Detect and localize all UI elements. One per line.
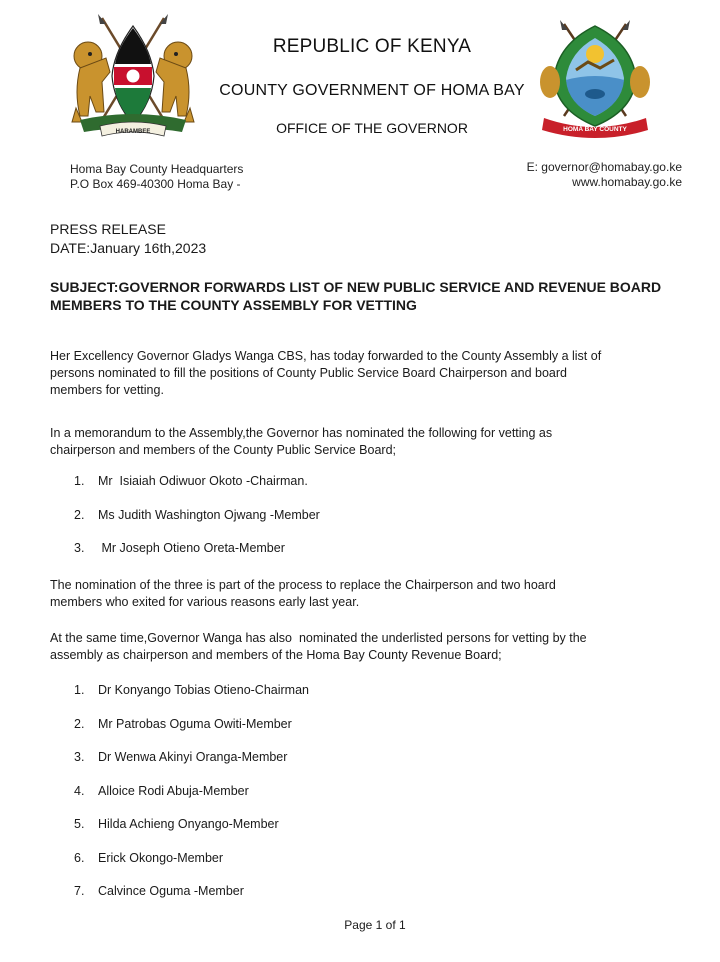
nominee-name: Ms Judith Washington Ojwang -Member [98, 507, 320, 522]
list-item [74, 884, 309, 918]
nominee-name: Mr Patrobas Oguma Owiti-Member [98, 716, 292, 731]
list-number: 4. [74, 783, 85, 798]
address-line: Homa Bay County Headquarters [70, 162, 244, 176]
list-item [74, 784, 309, 818]
list-item [74, 817, 309, 851]
list-item [74, 851, 309, 885]
text-line: Her Excellency Governor Gladys Wanga CBS, has today forwarded to the County Assembly a list of [50, 349, 602, 363]
list-item [74, 750, 309, 784]
nominee-name: Calvince Oguma -Member [98, 884, 244, 898]
paragraph-memorandum [50, 425, 690, 459]
email-address: E: governor@homabay.go.ke [526, 160, 682, 174]
subject-line: SUBJECT:GOVERNOR FORWARDS LIST OF NEW PUBLIC SERVICE AND REVENUE BOARD [50, 279, 662, 295]
list-item [74, 508, 320, 542]
office-heading: OFFICE OF THE GOVERNOR [276, 120, 468, 136]
republic-heading: REPUBLIC OF KENYA [272, 36, 472, 57]
nominee-name: Erick Okongo-Member [98, 850, 224, 865]
nominee-name: Hilda Achieng Onyango-Member [98, 817, 279, 831]
postal-address [70, 162, 243, 192]
list-number: 5. [74, 817, 85, 831]
text-line: At the same time,Governor Wanga has also nominated the underlisted persons for vetting by the [50, 631, 587, 645]
paragraph-intro [50, 348, 690, 399]
page-number: Page 1 of 1 [344, 918, 406, 932]
release-meta [50, 220, 206, 258]
public-service-board-list [74, 474, 320, 575]
text-line: persons nominated to fill the positions of County Public Service Board Chairperson and board [50, 366, 567, 380]
nominee-name: Dr Konyango Tobias Otieno-Chairman [98, 683, 309, 697]
list-number: 6. [74, 850, 85, 865]
paragraph-revenue-board [50, 630, 690, 664]
county-ribbon-text: HOMA BAY COUNTY [563, 126, 627, 133]
list-item [74, 683, 309, 717]
paragraph-replacement [50, 577, 690, 611]
nominee-name: Mr Isiaiah Odiwuor Okoto -Chairman. [98, 474, 308, 488]
text-line: The nomination of the three is part of the process to replace the Chairperson and two hoard [50, 578, 556, 592]
nominee-name: Alloice Rodi Abuja-Member [98, 783, 249, 798]
list-number: 3. [74, 541, 85, 555]
list-number: 1. [74, 683, 85, 697]
text-line: members for vetting. [50, 383, 164, 397]
list-item [74, 541, 320, 575]
release-date: DATE:January 16th,2023 [50, 240, 207, 256]
list-number: 3. [74, 750, 85, 764]
list-number: 1. [74, 474, 85, 488]
release-subject [50, 278, 690, 314]
text-line: chairperson and members of the County Public Service Board; [50, 443, 397, 457]
revenue-board-list [74, 683, 309, 918]
county-heading: COUNTY GOVERNMENT OF HOMA BAY [219, 82, 525, 99]
contact-info [527, 160, 682, 190]
list-number: 7. [74, 884, 85, 898]
text-line: members who exited for various reasons early last year. [50, 595, 360, 609]
address-line: P.O Box 469-40300 Homa Bay - [70, 177, 241, 191]
list-item [74, 474, 320, 508]
list-number: 2. [74, 507, 85, 522]
nominee-name: Dr Wenwa Akinyi Oranga-Member [98, 750, 288, 764]
crest-banner-text: HARAMBEE [115, 129, 151, 135]
release-type: PRESS RELEASE [50, 221, 166, 237]
nominee-name: Mr Joseph Otieno Oreta-Member [98, 541, 285, 555]
text-line: assembly as chairperson and members of the Homa Bay County Revenue Board; [50, 648, 502, 662]
website-link: www.homabay.go.ke [572, 175, 682, 189]
list-number: 2. [74, 716, 85, 731]
list-item [74, 717, 309, 751]
subject-line: MEMBERS TO THE COUNTY ASSEMBLY FOR VETTING [50, 297, 417, 313]
text-line: In a memorandum to the Assembly,the Governor has nominated the following for vetting as [50, 426, 553, 440]
